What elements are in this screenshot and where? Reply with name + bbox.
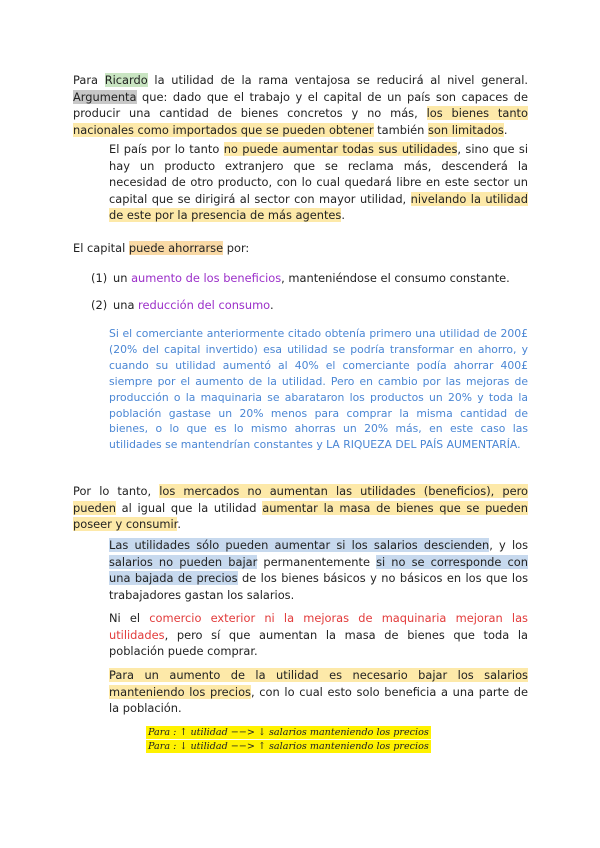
paragraph-mercados: Por lo tanto, los mercados no aumentan las utilidades (beneficios), pero pueden al igual que la utilidad aumentar la masa de bienes que se pueden poseer y consumir. xyxy=(73,484,528,531)
word-argumenta: Argumenta xyxy=(73,89,137,104)
name-ricardo: Ricardo xyxy=(104,73,148,87)
list-item: (2) una reducción del consumo. xyxy=(91,298,274,312)
formula-line: Para : ↓ utilidad −−> ↑ salarios manteniendo los precios xyxy=(148,741,429,752)
paragraph-ricardo: Para Ricardo la utilidad de la rama ventajosa se reducirá al nivel general. Argumenta que: dado que el trabajo y el capital de un país son capaces de producir una cantidad de bienes concretos y no más, los bienes tanto nacionales como importados que se pueden obtener también son limitados. xyxy=(73,73,528,137)
paragraph-salarios: Para un aumento de la utilidad es necesario bajar los salarios manteniendo los precios, con lo cual esto solo beneficia a una parte de la población. xyxy=(109,668,528,715)
paragraph-capital: El capital puede ahorrarse por: xyxy=(73,241,250,255)
paragraph-utilidades: Las utilidades sólo pueden aumentar si los salarios descienden, y los salarios no pueden bajar permanentemente si no se corresponde con una bajada de precios de los bienes básicos y no básicos en los que los trabajadores gastan los salarios. xyxy=(109,538,529,602)
paragraph-comercio: Ni el comercio exterior ni la mejoras de maquinaria mejoran las utilidades, pero sí que aumentan la masa de bienes que toda la población puede comprar. xyxy=(109,611,528,658)
list-item: (1) un aumento de los beneficios, manteniéndose el consumo constante. xyxy=(91,271,510,285)
paragraph-pais: El país por lo tanto no puede aumentar todas sus utilidades, sino que si hay un producto extranjero que se reclama más, descenderá la necesidad de otro producto, con lo cual quedará libre en este sector un capital que se dirigirá al sector con mayor utilidad, nivelando la utilidad de este por la presencia de más agentes. xyxy=(109,142,529,222)
formula-line: Para : ↑ utilidad −−> ↓ salarios manteniendo los precios xyxy=(148,727,429,738)
paragraph-example: Si el comerciante anteriormente citado obtenía primero una utilidad de 200£ (20% del capital invertido) esa utilidad se podría transformar en ahorro, y cuando su utilidad aumentó al 40% el comerciante podía ahorrar 400£ siempre por el aumento de la utilidad. Pero en cambio por las mejoras de producción o la maquinaria se abarataron los productos un 20% y toda la población gastase un 20% menos para comprar la misma cantidad de bienes, o lo que es lo mismo ahorras un 20% más, en este caso las utilidades se mantendrían constantes y LA RIQUEZA DEL PAÍS AUMENTARÍA. xyxy=(109,327,528,452)
